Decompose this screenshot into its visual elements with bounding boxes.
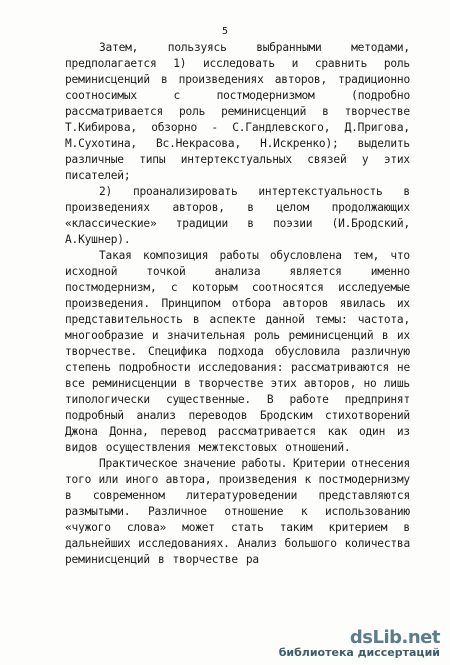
- word: реминисценции: [91, 377, 177, 390]
- word: (подробно: [351, 89, 410, 102]
- word: продолжающих: [331, 201, 410, 214]
- word: и: [291, 57, 299, 70]
- word: современном: [92, 489, 165, 502]
- watermark-subtitle: библиотека диссертаций: [278, 646, 440, 660]
- text-line: [65, 360, 410, 376]
- word: Джона: [65, 425, 98, 438]
- word: пользуясь: [167, 41, 227, 54]
- word: именно: [370, 265, 410, 278]
- word: различные: [65, 153, 124, 166]
- word: отношений.: [285, 441, 351, 454]
- word: темы:: [314, 313, 348, 326]
- word: литературоведении: [186, 489, 298, 502]
- word: стать: [230, 521, 264, 534]
- word: в: [157, 553, 165, 566]
- word: в: [247, 217, 254, 230]
- word: В: [266, 393, 274, 406]
- word: как: [327, 425, 348, 438]
- word: что: [390, 249, 410, 262]
- word: осуществления: [105, 441, 191, 454]
- word: перевод: [160, 425, 207, 438]
- word: М.Сухотина,: [65, 137, 137, 150]
- word: роль: [383, 57, 410, 70]
- word: авторов,: [274, 73, 328, 86]
- word: «классические»: [65, 217, 157, 230]
- word: использованию: [325, 505, 410, 518]
- word: в: [403, 185, 410, 198]
- text-line: [65, 472, 410, 488]
- word: типы: [139, 153, 166, 166]
- word: видов: [65, 441, 98, 454]
- text-line: [65, 520, 410, 536]
- word: обусловлена: [269, 249, 342, 262]
- word: в: [381, 329, 389, 342]
- word: отношение: [224, 505, 284, 518]
- word: значение: [183, 457, 236, 470]
- word: все: [65, 377, 85, 390]
- word: -: [211, 121, 218, 134]
- text-line: [65, 440, 410, 456]
- text-line: [65, 504, 410, 520]
- word: количества: [344, 537, 410, 550]
- text-line: [65, 552, 410, 568]
- word: А.Кушнер).: [65, 233, 131, 246]
- text-line: [65, 312, 410, 328]
- word: может: [182, 521, 215, 534]
- word: соотносятся: [251, 281, 324, 294]
- word: проанализировать: [132, 185, 238, 198]
- word: в: [161, 73, 168, 86]
- word: аспекте: [209, 313, 256, 326]
- word: в: [65, 489, 72, 502]
- text-line: [65, 168, 410, 184]
- word: тем,: [352, 249, 380, 262]
- word: произведениях: [178, 73, 264, 86]
- word: представительность: [65, 313, 183, 326]
- word: рассматривается: [65, 105, 164, 118]
- text-line: [65, 232, 410, 248]
- word: работы: [219, 249, 259, 262]
- word: выбранными: [256, 41, 322, 54]
- word: Анализ: [237, 537, 277, 550]
- word: Бродским: [259, 409, 313, 422]
- word: автора,: [165, 473, 212, 486]
- word: обзорно: [151, 121, 197, 134]
- text-line: [65, 72, 410, 88]
- word: 1): [173, 57, 187, 70]
- text-line: [65, 456, 410, 472]
- word: творчестве: [344, 105, 410, 118]
- word: этих: [270, 377, 297, 390]
- word: того: [65, 473, 92, 486]
- text-line: [65, 296, 410, 312]
- word: и: [151, 329, 159, 342]
- word: один: [358, 425, 386, 438]
- word: произведения: [218, 473, 298, 486]
- word: композиция: [142, 249, 209, 262]
- word: писателей;: [65, 169, 131, 182]
- text-line: [65, 536, 410, 552]
- watermark: [278, 626, 440, 660]
- word: авторов: [282, 297, 329, 310]
- word: предполагается: [65, 57, 157, 70]
- word: исследовать: [202, 57, 275, 70]
- word: большого: [284, 537, 337, 550]
- word: исследованиях.: [138, 537, 230, 550]
- text-line: [65, 328, 410, 344]
- word: размытыми.: [65, 505, 131, 518]
- word: реминисценций: [288, 329, 374, 342]
- text-line: [65, 376, 410, 392]
- text-line: [65, 392, 410, 408]
- word: стихотворений: [324, 409, 410, 422]
- word: исходной: [65, 265, 118, 278]
- word: дальнейших: [65, 537, 131, 550]
- word: подхода: [217, 345, 264, 358]
- word: в: [403, 521, 410, 534]
- text-line: [65, 56, 410, 72]
- word: Различное: [147, 505, 207, 518]
- text-line: [65, 200, 410, 216]
- word: является: [289, 265, 342, 278]
- word: их: [396, 329, 410, 342]
- word: частота,: [357, 313, 410, 326]
- word: работе: [289, 393, 329, 406]
- word: реминисценций: [65, 73, 150, 86]
- word: которым: [191, 281, 238, 294]
- word: не: [396, 361, 410, 374]
- document-body: [65, 40, 410, 568]
- word: Н.Искренко);: [260, 137, 339, 150]
- word: с: [170, 281, 178, 294]
- word: отнесения: [351, 457, 410, 470]
- word: отбора: [231, 297, 271, 310]
- word: предпринят: [344, 393, 410, 406]
- watermark-logo: dsLib.net: [349, 626, 440, 648]
- word: в: [247, 201, 254, 214]
- word: существенные.: [165, 393, 251, 406]
- word: анализ: [136, 409, 176, 422]
- text-line: [65, 152, 410, 168]
- word: Затем,: [99, 41, 139, 54]
- word: произведениях: [65, 201, 150, 214]
- word: Донна,: [109, 425, 149, 438]
- word: сравнить: [314, 57, 368, 70]
- word: исследования:: [198, 361, 284, 374]
- word: переводов: [188, 409, 248, 422]
- word: авторов,: [303, 377, 357, 390]
- word: явилась: [339, 297, 386, 310]
- word: «чужого: [65, 521, 111, 534]
- word: соотносимых: [65, 89, 137, 102]
- word: творчестве: [172, 553, 238, 566]
- word: целом: [276, 201, 310, 214]
- word: роль: [253, 329, 280, 342]
- word: реминисценций: [65, 553, 150, 566]
- word: этих: [383, 153, 410, 166]
- word: рассматриваются: [291, 361, 390, 374]
- word: представляются: [318, 489, 410, 502]
- word: данной: [265, 313, 305, 326]
- page-number: 5: [221, 26, 229, 37]
- text-line: [65, 136, 410, 152]
- word: многообразие: [65, 329, 144, 342]
- word: иного: [125, 473, 159, 486]
- word: степень: [65, 361, 111, 374]
- text-line: [65, 184, 410, 200]
- word: постмодернизмом: [216, 89, 315, 102]
- word: различную: [351, 345, 410, 358]
- word: Принципом: [161, 297, 221, 310]
- word: постмодернизму: [318, 473, 410, 486]
- word: точкой: [146, 265, 186, 278]
- word: их: [396, 297, 410, 310]
- word: таким: [279, 521, 313, 534]
- word: традиции: [175, 217, 229, 230]
- word: методами,: [351, 41, 410, 54]
- word: у: [361, 153, 369, 166]
- text-line: [65, 248, 410, 264]
- word: произведения.: [65, 297, 150, 310]
- word: межтекстовых: [198, 441, 278, 454]
- word: постмодернизм,: [65, 281, 157, 294]
- word: Т.Кибирова,: [65, 121, 137, 134]
- text-line: [65, 264, 410, 280]
- word: Вс.Некрасова,: [156, 137, 241, 150]
- word: к: [300, 505, 308, 518]
- word: подробный: [65, 409, 124, 422]
- word: традиционно: [338, 73, 410, 86]
- word: 2): [99, 185, 113, 198]
- text-line: [65, 344, 410, 360]
- word: рассматривается: [217, 425, 316, 438]
- word: реминисценций: [221, 105, 307, 118]
- word: С.Гандлевского,: [232, 121, 331, 134]
- text-line: [65, 488, 410, 504]
- text-line: [65, 424, 410, 440]
- word: в: [184, 377, 191, 390]
- word: из: [396, 425, 410, 438]
- word: обусловила: [274, 345, 341, 358]
- text-line: [65, 104, 410, 120]
- word: с: [173, 89, 180, 102]
- word: Критерии: [293, 457, 346, 470]
- word: к: [304, 473, 312, 486]
- text-line: [65, 408, 410, 424]
- word: роль: [179, 105, 206, 118]
- word: критерием: [328, 521, 388, 534]
- word: творчестве: [197, 377, 264, 390]
- word: исследуемые: [338, 281, 410, 294]
- word: Д.Пригова,: [344, 121, 410, 134]
- word: авторов,: [172, 201, 225, 214]
- text-line: [65, 216, 410, 232]
- word: интертекстуальность: [258, 185, 383, 198]
- word: или: [98, 473, 119, 486]
- word: ра: [245, 553, 259, 566]
- word: подробности: [118, 361, 191, 374]
- word: (И.Бродский,: [331, 217, 410, 230]
- word: анализа: [214, 265, 261, 278]
- word: выделить: [357, 137, 410, 150]
- word: слова»: [126, 521, 167, 534]
- word: лишь: [383, 377, 410, 390]
- word: творчестве.: [65, 345, 137, 358]
- word: в: [192, 313, 200, 326]
- word: но: [363, 377, 377, 390]
- word: значительная: [166, 329, 246, 342]
- word: типологически: [65, 393, 150, 406]
- word: работы.: [241, 457, 288, 470]
- text-line: [65, 88, 410, 104]
- word: поэзии: [273, 217, 313, 230]
- text-line: [65, 280, 410, 296]
- word: интертекстуальных: [180, 153, 292, 166]
- word: в: [322, 105, 329, 118]
- word: связей: [307, 153, 347, 166]
- word: Специфика: [147, 345, 207, 358]
- word: Такая: [99, 249, 132, 262]
- text-line: [65, 120, 410, 136]
- text-line: [65, 40, 410, 56]
- word: Практическое: [99, 457, 178, 470]
